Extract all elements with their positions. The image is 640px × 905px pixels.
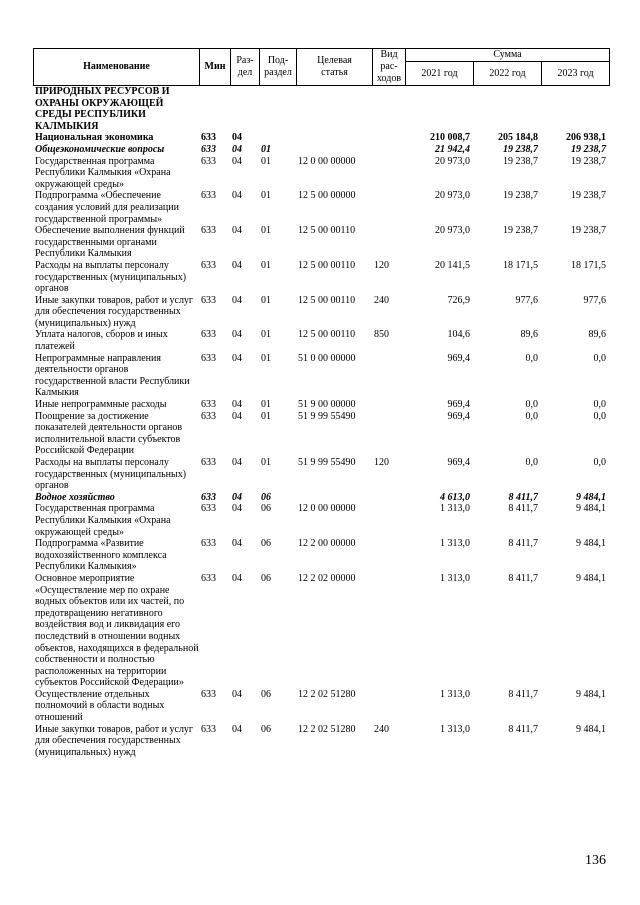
row-name: Осуществление отдельных полномочий в области водных отношений	[35, 688, 165, 724]
row-name: Поощрение за достижение показателей деятельности органов исполнительной власти субъектов Российской Федерации	[35, 410, 183, 457]
row-min: 633	[201, 491, 216, 503]
row-min: 633	[201, 538, 216, 550]
table-row	[33, 538, 609, 573]
row-min: 633	[201, 259, 216, 271]
table-row	[33, 457, 609, 492]
row-min	[199, 86, 230, 132]
row-tselevaya-statya: 12 2 00 00000	[298, 538, 356, 550]
row-podrazdel: 01	[261, 352, 271, 364]
row-sum-2021: 20 973,0	[435, 155, 470, 167]
row-sum-2021: 969,4	[447, 410, 470, 422]
row-sum-2021: 1 313,0	[440, 503, 470, 515]
row-sum-2021	[405, 86, 473, 132]
row-vid-rashodov	[372, 225, 405, 260]
row-name: Государственная программа Республики Калмыкия «Охрана окружающей среды»	[35, 503, 171, 538]
row-tselevaya-statya: 12 2 02 51280	[298, 723, 356, 735]
row-name: Основное мероприятие «Осуществление мер по охране водных объектов или их частей, по предотвращению негативного воздействия вод и ликвидация его последствий в отношении водных объектов, находящихся в федеральной собственности и полностью расположенных на территории субъектов Российской Федерации»	[35, 572, 199, 689]
row-sum-2021: 210 008,7	[430, 132, 470, 144]
row-razdel: 04	[232, 572, 242, 584]
table-row	[33, 190, 609, 225]
row-vid-rashodov	[372, 86, 405, 132]
row-min: 633	[201, 457, 216, 468]
row-sum-2023: 0,0	[593, 399, 606, 411]
row-min: 633	[201, 190, 216, 202]
row-razdel: 04	[232, 190, 242, 202]
header-podrazdel: Под- раздел	[260, 49, 297, 86]
row-name: Подпрограмма «Обеспечение создания условий для реализации государственной программы»	[35, 190, 179, 225]
row-min: 633	[201, 132, 216, 144]
row-vid-rashodov	[372, 156, 405, 191]
row-sum-2023: 9 484,1	[576, 723, 606, 735]
row-sum-2023: 9 484,1	[576, 503, 606, 515]
row-min: 633	[201, 410, 216, 422]
row-podrazdel: 01	[261, 410, 271, 422]
row-sum-2021: 1 313,0	[440, 538, 470, 550]
table-row	[33, 329, 609, 352]
row-razdel: 04	[232, 723, 242, 735]
row-sum-2022: 19 238,7	[503, 225, 538, 237]
row-razdel: 04	[232, 155, 242, 167]
row-name: Обеспечение выполнения функций государственными органами Республики Калмыкия	[35, 225, 185, 260]
row-tselevaya-statya: 12 2 02 51280	[298, 688, 356, 700]
row-vid-rashodov	[372, 399, 405, 411]
row-sum-2021: 104,6	[447, 329, 470, 341]
row-tselevaya-statya: 12 0 00 00000	[298, 155, 356, 167]
table-row	[33, 411, 609, 457]
header-razdel: Раз- дел	[231, 49, 260, 86]
row-tselevaya-statya	[296, 144, 372, 156]
row-name: Уплата налогов, сборов и иных платежей	[35, 329, 168, 353]
row-razdel: 04	[232, 352, 242, 364]
table-row	[33, 144, 609, 156]
row-tselevaya-statya	[296, 132, 372, 144]
row-vid-rashodov	[372, 573, 405, 689]
table-row	[33, 132, 609, 144]
row-sum-2023: 9 484,1	[576, 688, 606, 700]
row-podrazdel: 06	[261, 723, 271, 735]
row-sum-2021: 21 942,4	[435, 143, 470, 155]
row-vid-rashodov	[372, 492, 405, 504]
row-min: 633	[201, 352, 216, 364]
row-podrazdel: 06	[261, 503, 271, 515]
row-sum-2023: 977,6	[583, 294, 606, 306]
row-tselevaya-statya: 12 5 00 00110	[298, 225, 356, 237]
row-razdel: 04	[232, 259, 242, 271]
row-sum-2023: 9 484,1	[576, 538, 606, 550]
row-sum-2021: 726,9	[447, 294, 470, 306]
row-sum-2023: 18 171,5	[571, 259, 606, 271]
row-podrazdel: 01	[261, 225, 271, 237]
table-row	[33, 492, 609, 504]
row-sum-2021: 20 973,0	[435, 190, 470, 202]
row-vid-rashodov	[372, 503, 405, 538]
row-sum-2022: 0,0	[525, 352, 538, 364]
row-razdel: 04	[232, 225, 242, 237]
row-sum-2023: 19 238,7	[571, 225, 606, 237]
row-name: Государственная программа Республики Калмыкия «Охрана окружающей среды»	[35, 155, 171, 190]
row-tselevaya-statya: 51 9 99 55490	[298, 410, 356, 422]
row-razdel: 04	[232, 294, 242, 306]
table-row	[33, 724, 609, 759]
row-name: Непрограммные направления деятельности органов государственной власти Республики Калмыкия	[35, 352, 190, 399]
row-razdel: 04	[232, 329, 242, 341]
row-min: 633	[201, 143, 216, 155]
row-vid-rashodov	[372, 353, 405, 399]
row-sum-2023: 0,0	[593, 352, 606, 364]
row-vid-rashodov: 240	[374, 723, 389, 735]
row-sum-2023	[541, 86, 609, 132]
row-podrazdel: 01	[261, 399, 271, 411]
header-year-2021: 2021 год	[406, 62, 474, 86]
table-row	[33, 295, 609, 330]
row-sum-2021: 969,4	[447, 352, 470, 364]
row-sum-2023: 0,0	[593, 457, 606, 468]
row-razdel: 04	[232, 457, 242, 468]
row-podrazdel: 01	[261, 190, 271, 202]
row-podrazdel: 01	[261, 329, 271, 341]
row-podrazdel: 06	[261, 538, 271, 550]
row-sum-2021: 1 313,0	[440, 723, 470, 735]
row-name: Общеэкономические вопросы	[35, 143, 165, 155]
row-vid-rashodov: 120	[374, 259, 389, 271]
row-vid-rashodov	[372, 411, 405, 457]
row-tselevaya-statya: 12 2 02 00000	[298, 572, 356, 584]
row-vid-rashodov	[372, 538, 405, 573]
row-sum-2023: 89,6	[588, 329, 606, 341]
row-tselevaya-statya	[296, 492, 372, 504]
row-sum-2022	[473, 86, 541, 132]
row-min: 633	[201, 723, 216, 735]
row-min: 633	[201, 294, 216, 306]
row-tselevaya-statya: 12 5 00 00110	[298, 294, 356, 306]
row-sum-2023: 9 484,1	[576, 572, 606, 584]
row-sum-2021: 969,4	[447, 457, 470, 468]
table-row	[33, 689, 609, 724]
row-sum-2023: 19 238,7	[571, 143, 606, 155]
table-row	[33, 86, 609, 132]
page-number: 136	[585, 853, 606, 868]
row-vid-rashodov: 120	[374, 457, 389, 468]
row-sum-2021: 4 613,0	[440, 491, 470, 503]
row-min: 633	[201, 225, 216, 237]
row-sum-2022: 8 411,7	[508, 688, 538, 700]
row-podrazdel: 01	[261, 259, 271, 271]
row-vid-rashodov: 240	[374, 294, 389, 306]
header-year-2023: 2023 год	[542, 62, 610, 86]
row-min: 633	[201, 688, 216, 700]
table-row	[33, 260, 609, 295]
header-summa: Сумма	[406, 49, 610, 62]
row-podrazdel	[259, 132, 296, 144]
row-sum-2022: 19 238,7	[503, 155, 538, 167]
row-sum-2021: 20 973,0	[435, 225, 470, 237]
row-name: Расходы на выплаты персоналу государственных (муниципальных) органов	[35, 259, 187, 295]
row-min: 633	[201, 399, 216, 411]
row-sum-2022: 0,0	[525, 457, 538, 468]
row-sum-2022: 8 411,7	[508, 723, 538, 735]
row-podrazdel: 06	[261, 491, 271, 503]
row-name: Иные закупки товаров, работ и услуг для обеспечения государственных (муниципальных) нужд	[35, 723, 194, 758]
row-razdel: 04	[232, 410, 242, 422]
row-vid-rashodov	[372, 689, 405, 724]
row-name: Иные непрограммные расходы	[35, 399, 167, 411]
row-sum-2022: 19 238,7	[503, 143, 538, 155]
table-row	[33, 399, 609, 411]
row-name: Расходы на выплаты персоналу государственных (муниципальных) органов	[35, 457, 187, 492]
row-name: Национальная экономика	[35, 132, 154, 144]
table-header	[33, 48, 610, 86]
row-name: Водное хозяйство	[35, 491, 115, 503]
row-tselevaya-statya: 51 0 00 00000	[298, 352, 356, 364]
row-razdel: 04	[232, 399, 242, 411]
table-row	[33, 353, 609, 399]
row-podrazdel: 01	[261, 155, 271, 167]
row-name: Подпрограмма «Развитие водохозяйственного комплекса Республики Калмыкия»	[35, 538, 167, 573]
row-sum-2022: 8 411,7	[508, 538, 538, 550]
row-razdel: 04	[232, 143, 242, 155]
row-sum-2023: 9 484,1	[576, 491, 606, 503]
table-row	[33, 225, 609, 260]
row-tselevaya-statya: 12 5 00 00110	[298, 259, 356, 271]
row-min: 633	[201, 329, 216, 341]
row-tselevaya-statya: 51 9 00 00000	[298, 399, 356, 411]
row-podrazdel: 01	[261, 294, 271, 306]
row-sum-2022: 8 411,7	[508, 503, 538, 515]
header-tselevaya-statya: Целевая статья	[297, 49, 373, 86]
header-year-2022: 2022 год	[474, 62, 542, 86]
table-row	[33, 573, 609, 689]
row-vid-rashodov	[372, 190, 405, 225]
row-sum-2022: 0,0	[525, 399, 538, 411]
row-min: 633	[201, 503, 216, 515]
row-sum-2022: 205 184,8	[498, 132, 538, 144]
row-tselevaya-statya: 12 0 00 00000	[298, 503, 356, 515]
budget-table	[33, 86, 609, 758]
row-podrazdel: 06	[261, 688, 271, 700]
row-vid-rashodov	[372, 132, 405, 144]
row-sum-2022: 0,0	[525, 410, 538, 422]
row-sum-2022: 8 411,7	[508, 491, 538, 503]
table-row	[33, 503, 609, 538]
header-min: Мин	[200, 49, 231, 86]
row-vid-rashodov: 850	[374, 329, 389, 341]
table-row	[33, 156, 609, 191]
header-vid-rashodov: Вид рас- ходов	[373, 49, 406, 86]
row-razdel: 04	[232, 538, 242, 550]
row-name: ПРИРОДНЫХ РЕСУРСОВ И ОХРАНЫ ОКРУЖАЮЩЕЙ СРЕДЫ РЕСПУБЛИКИ КАЛМЫКИЯ	[35, 86, 170, 132]
row-podrazdel: 01	[261, 143, 271, 155]
row-sum-2022: 89,6	[520, 329, 538, 341]
row-razdel: 04	[232, 503, 242, 515]
row-podrazdel: 06	[261, 572, 271, 584]
row-podrazdel	[259, 86, 296, 132]
row-sum-2021: 20 141,5	[435, 259, 470, 271]
row-sum-2023: 19 238,7	[571, 155, 606, 167]
row-min: 633	[201, 572, 216, 584]
row-tselevaya-statya: 12 5 00 00000	[298, 190, 356, 202]
row-razdel	[230, 86, 259, 132]
row-min: 633	[201, 155, 216, 167]
row-vid-rashodov	[372, 144, 405, 156]
row-sum-2023: 0,0	[593, 410, 606, 422]
row-razdel: 04	[232, 688, 242, 700]
row-name: Иные закупки товаров, работ и услуг для обеспечения государственных (муниципальных) нужд	[35, 294, 194, 329]
row-sum-2022: 18 171,5	[503, 259, 538, 271]
row-sum-2022: 19 238,7	[503, 190, 538, 202]
header-name: Наименование	[34, 49, 200, 86]
row-sum-2021: 1 313,0	[440, 688, 470, 700]
row-tselevaya-statya: 51 9 99 55490	[298, 457, 356, 468]
row-sum-2023: 206 938,1	[566, 132, 606, 144]
row-tselevaya-statya: 12 5 00 00110	[298, 329, 356, 341]
row-tselevaya-statya	[296, 86, 372, 132]
row-razdel: 04	[232, 132, 242, 144]
row-sum-2023: 19 238,7	[571, 190, 606, 202]
row-podrazdel: 01	[261, 457, 271, 468]
row-sum-2021: 1 313,0	[440, 572, 470, 584]
row-sum-2022: 977,6	[515, 294, 538, 306]
row-razdel: 04	[232, 491, 242, 503]
row-sum-2022: 8 411,7	[508, 572, 538, 584]
row-sum-2021: 969,4	[447, 399, 470, 411]
